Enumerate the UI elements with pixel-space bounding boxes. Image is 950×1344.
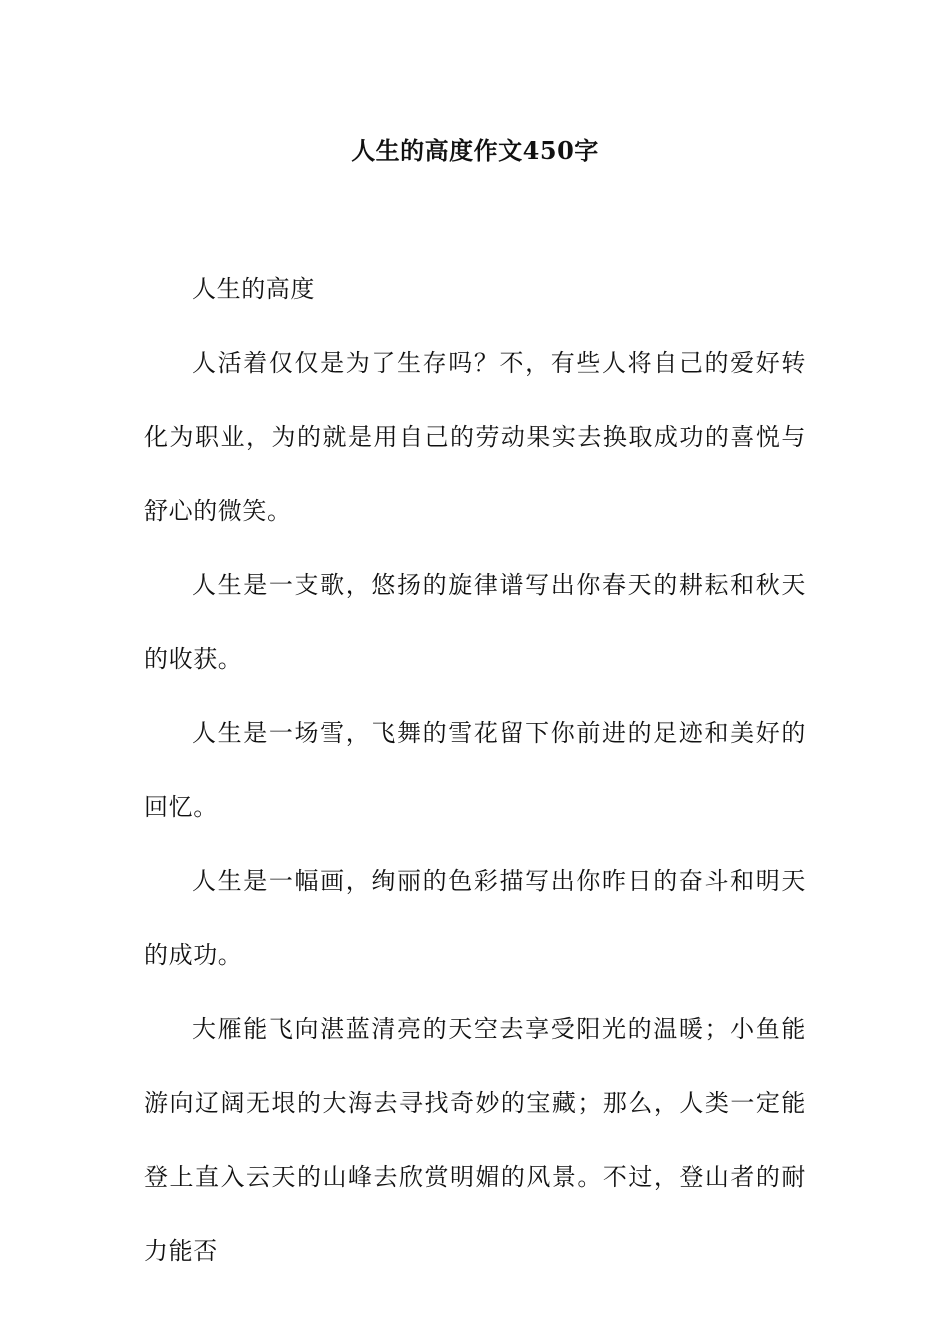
document-title: 人生的高度作文450字 xyxy=(351,136,599,165)
paragraph: 人生是一支歌，悠扬的旋律谱写出你春天的耕耘和秋天的收获。 xyxy=(144,571,806,673)
paragraph: 人生是一场雪，飞舞的雪花留下你前进的足迹和美好的回忆。 xyxy=(144,719,806,821)
document-body xyxy=(144,252,806,1288)
paragraph-subtitle: 人生的高度 xyxy=(192,275,315,303)
paragraph: 人生是一幅画，绚丽的色彩描写出你昨日的奋斗和明天的成功。 xyxy=(144,867,806,969)
paragraph: 人活着仅仅是为了生存吗？不，有些人将自己的爱好转化为职业，为的就是用自己的劳动果实去换取成功的喜悦与舒心的微笑。 xyxy=(144,349,806,525)
paragraph: 大雁能飞向湛蓝清亮的天空去享受阳光的温暖；小鱼能游向辽阔无垠的大海去寻找奇妙的宝藏；那么，人类一定能登上直入云天的山峰去欣赏明媚的风景。不过，登山者的耐力能否 xyxy=(144,1015,806,1265)
